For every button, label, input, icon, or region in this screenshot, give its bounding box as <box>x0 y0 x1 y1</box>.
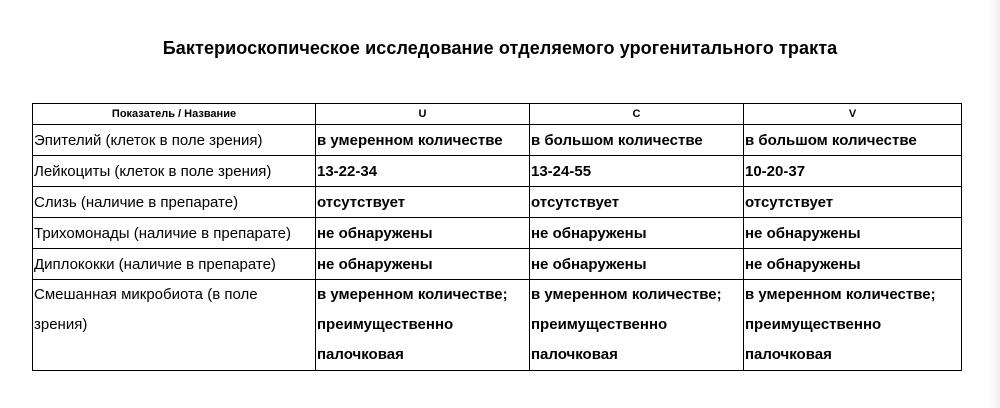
row-label: Диплококки (наличие в препарате) <box>33 249 316 280</box>
value-c <box>530 280 744 371</box>
value-u: не обнаружены <box>316 249 530 280</box>
value-c: не обнаружены <box>530 249 744 280</box>
row-label: Трихомонады (наличие в препарате) <box>33 218 316 249</box>
table-row-trichomonas <box>33 218 962 249</box>
row-label: Эпителий (клеток в поле зрения) <box>33 125 316 156</box>
value-line: в умеренном количестве; <box>317 286 508 303</box>
table-row-diplococci <box>33 249 962 280</box>
row-label: Слизь (наличие в препарате) <box>33 187 316 218</box>
value-u: отсутствует <box>316 187 530 218</box>
value-line: в умеренном количестве; <box>745 286 936 303</box>
table-row-mucus <box>33 187 962 218</box>
value-line: преимущественно <box>531 316 668 333</box>
row-label: Лейкоциты (клеток в поле зрения) <box>33 156 316 187</box>
header-v: V <box>744 104 962 125</box>
header-c: C <box>530 104 744 125</box>
value-c: 13-24-55 <box>530 156 744 187</box>
value-c: в большом количестве <box>530 125 744 156</box>
report-title: Бактериоскопическое исследование отделяемого урогенитального тракта <box>162 38 838 58</box>
value-u <box>316 280 530 371</box>
value-v: в большом количестве <box>744 125 962 156</box>
value-u: 13-22-34 <box>316 156 530 187</box>
value-u: не обнаружены <box>316 218 530 249</box>
value-c: отсутствует <box>530 187 744 218</box>
value-line: в умеренном количестве; <box>531 286 722 303</box>
table-row-microbiota <box>33 280 962 371</box>
value-line: палочковая <box>531 346 618 363</box>
value-u: в умеренном количестве <box>316 125 530 156</box>
value-v: отсутствует <box>744 187 962 218</box>
value-line: преимущественно <box>745 316 882 333</box>
header-indicator: Показатель / Название <box>33 104 316 125</box>
header-u: U <box>316 104 530 125</box>
value-v: не обнаружены <box>744 218 962 249</box>
value-v: 10-20-37 <box>744 156 962 187</box>
value-v <box>744 280 962 371</box>
value-line: преимущественно <box>317 316 454 333</box>
row-label-line: Смешанная микробиота (в поле <box>34 286 258 303</box>
row-label-line: зрения) <box>34 316 88 333</box>
table-row-leukocytes <box>33 156 962 187</box>
results-table <box>32 103 962 371</box>
value-c: не обнаружены <box>530 218 744 249</box>
value-line: палочковая <box>745 346 832 363</box>
row-label <box>33 280 316 371</box>
value-v: не обнаружены <box>744 249 962 280</box>
table-row-epithelium <box>33 125 962 156</box>
value-line: палочковая <box>317 346 404 363</box>
table-header-row <box>33 104 962 125</box>
